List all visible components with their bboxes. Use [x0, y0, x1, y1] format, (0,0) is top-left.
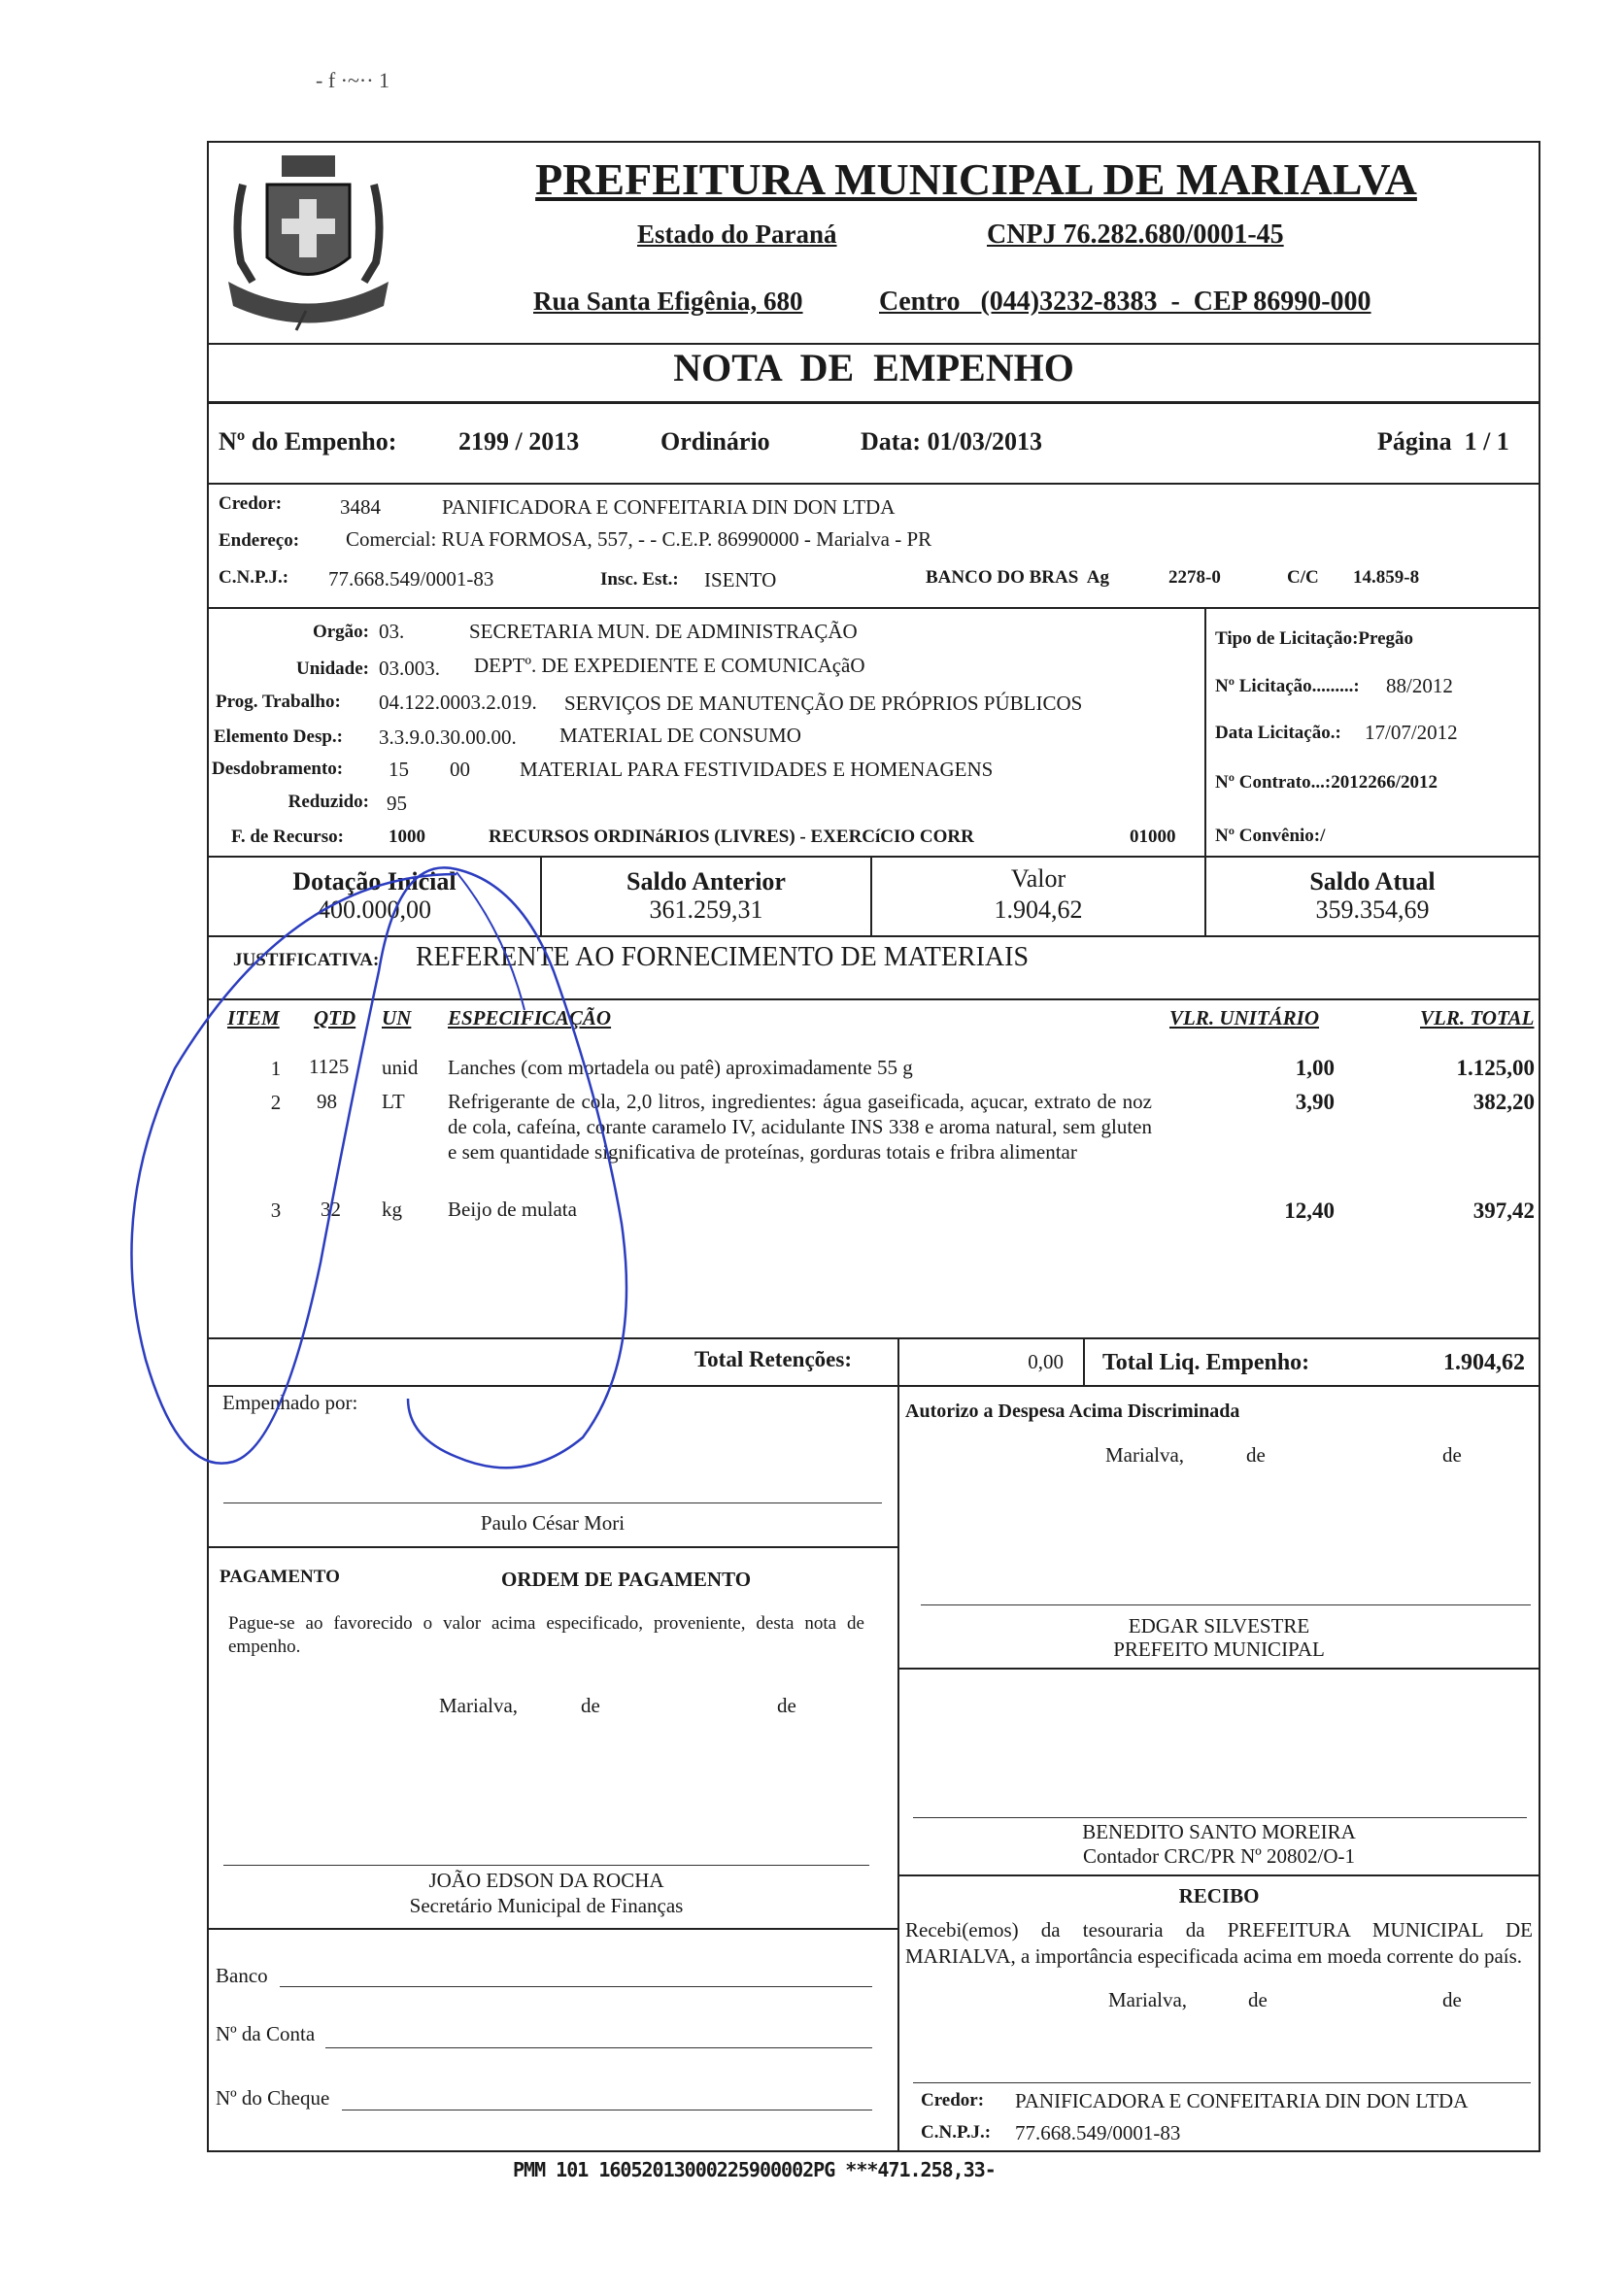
- saldo-atual-value: 359.354,69: [1315, 895, 1430, 924]
- orgao: SECRETARIA MUN. DE ADMINISTRAÇÃO: [469, 620, 858, 643]
- table-row-item: 1: [270, 1057, 282, 1080]
- cnpj-header: CNPJ 76.282.680/0001-45: [987, 219, 1284, 250]
- credor-code: 3484: [340, 495, 381, 519]
- credor-label: Credor:: [219, 493, 283, 514]
- autorizo-date-city: Marialva,: [1105, 1443, 1185, 1467]
- banco-label: Banco: [216, 1964, 268, 1987]
- recibo-date-de2: de: [1442, 1988, 1462, 2011]
- recurso-code: 1000: [389, 827, 425, 847]
- empenhado-label: Empenhado por:: [222, 1391, 358, 1414]
- justificativa-label: JUSTIFICATIVA:: [233, 950, 380, 970]
- elemento-code: 3.3.9.0.30.00.00.: [379, 726, 517, 749]
- dotacao-value: 400.000,00: [318, 895, 431, 924]
- page-number: Página 1 / 1: [1377, 427, 1509, 456]
- unidade: DEPTº. DE EXPEDIENTE E COMUNICAçãO: [474, 654, 865, 677]
- empenho-number-label: Nº do Empenho:: [219, 427, 397, 456]
- recibo-date-de1: de: [1248, 1988, 1268, 2011]
- licitacao-convenio: Nº Convênio:/: [1215, 826, 1326, 846]
- recibo-credor: PANIFICADORA E CONFEITARIA DIN DON LTDA: [1015, 2089, 1469, 2112]
- cheque-label: Nº do Cheque: [216, 2086, 330, 2110]
- endereco-label: Endereço:: [219, 530, 300, 551]
- prog-label: Prog. Trabalho:: [216, 692, 341, 712]
- address-header: Rua Santa Efigênia, 680: [533, 287, 803, 316]
- saldo-atual-label: Saldo Atual: [1309, 867, 1436, 895]
- table-row-un: kg: [382, 1198, 402, 1221]
- pagamento-date-de2: de: [777, 1694, 796, 1717]
- credor-cnpj-label: C.N.P.J.:: [219, 567, 289, 588]
- recibo-cnpj: 77.668.549/0001-83: [1015, 2121, 1181, 2144]
- empenhado-name: Paulo César Mori: [480, 1511, 626, 1535]
- prog: SERVIÇOS DE MANUTENÇÃO DE PRÓPRIOS PÚBLICOS: [564, 692, 1083, 715]
- unidade-label: Unidade:: [296, 658, 369, 679]
- prefeito-name: EDGAR SILVESTRE: [1128, 1614, 1310, 1638]
- recibo-cnpj-label: C.N.P.J.:: [921, 2122, 992, 2143]
- desdobramento-code1: 15: [389, 758, 409, 781]
- desdobramento: MATERIAL PARA FESTIVIDADES E HOMENAGENS: [520, 758, 994, 781]
- reduzido-label: Reduzido:: [288, 792, 369, 812]
- cc-label: C/C: [1287, 567, 1319, 588]
- licitacao-numero-label: Nº Licitação.........:: [1215, 676, 1360, 696]
- table-row-item: 2: [270, 1091, 282, 1114]
- table-row-un: unid: [382, 1056, 419, 1079]
- recibo-date-city: Marialva,: [1108, 1988, 1188, 2011]
- table-row-desc: Beijo de mulata: [448, 1198, 577, 1221]
- pagamento-date-city: Marialva,: [439, 1694, 519, 1717]
- insc-value: ISENTO: [704, 568, 777, 591]
- liq-label: Total Liq. Empenho:: [1102, 1350, 1310, 1375]
- valor-value: 1.904,62: [994, 895, 1083, 924]
- retencoes-value: 0,00: [1028, 1350, 1064, 1373]
- table-row-desc: Refrigerante de cola, 2,0 litros, ingredientes: água gaseificada, açucar, extrato de noz de cola, cafeína, corante caramelo IV, acidulante INS 338 e aroma natural, sem gluten e sem quantidade significativa de proteínas, gorduras totais e fribra alimentar: [448, 1090, 1152, 1164]
- elemento: MATERIAL DE CONSUMO: [559, 724, 801, 747]
- table-row-qtd: 1125: [309, 1055, 350, 1078]
- contador-name: BENEDITO SANTO MOREIRA: [1082, 1820, 1356, 1843]
- secretario-name: JOÃO EDSON DA ROCHA: [428, 1869, 664, 1892]
- insc-label: Insc. Est.:: [600, 569, 679, 590]
- col-header-vlr-unitario: VLR. UNITÁRIO: [1169, 1006, 1320, 1030]
- table-row-unit: 1,00: [1295, 1056, 1335, 1080]
- valor-label: Valor: [1010, 864, 1066, 893]
- col-header-item: ITEM: [227, 1006, 280, 1030]
- recibo-credor-label: Credor:: [921, 2090, 985, 2110]
- desdobramento-code2: 00: [450, 758, 470, 781]
- document-title: NOTA DE EMPENHO: [673, 346, 1074, 389]
- recurso-code2: 01000: [1130, 827, 1176, 847]
- empenho-number: 2199 / 2013: [458, 427, 580, 456]
- table-row-un: LT: [382, 1090, 405, 1113]
- justificativa-text: REFERENTE AO FORNECIMENTO DE MATERIAIS: [416, 942, 1030, 972]
- licitacao-tipo: Tipo de Licitação:Pregão: [1215, 628, 1414, 649]
- reduzido: 95: [387, 792, 407, 815]
- autorizo-date-de2: de: [1442, 1443, 1462, 1467]
- licitacao-data: 17/07/2012: [1365, 721, 1458, 744]
- state-name: Estado do Paraná: [637, 219, 837, 249]
- desdobramento-label: Desdobramento:: [212, 759, 344, 779]
- endereco: Comercial: RUA FORMOSA, 557, - - C.E.P. 86990000 - Marialva - PR: [346, 527, 932, 551]
- contador-title: Contador CRC/PR Nº 20802/O-1: [1082, 1844, 1356, 1868]
- liq-value: 1.904,62: [1443, 1350, 1525, 1375]
- pagamento-date-de1: de: [581, 1694, 600, 1717]
- credor-cnpj: 77.668.549/0001-83: [328, 567, 494, 591]
- table-row-desc: Lanches (com mortadela ou patê) aproximadamente 55 g: [448, 1056, 913, 1079]
- prefeito-title: PREFEITO MUNICIPAL: [1113, 1638, 1325, 1661]
- table-row-item: 3: [270, 1199, 282, 1222]
- licitacao-data-label: Data Licitação.:: [1215, 723, 1341, 743]
- recibo-text: Recebi(emos) da tesouraria da PREFEITURA MUNICIPAL DE MARIALVA, a importância especificada acima em moeda corrente do país.: [905, 1918, 1533, 1968]
- elemento-label: Elemento Desp.:: [214, 726, 343, 747]
- conta-label: Nº da Conta: [216, 2022, 316, 2045]
- municipality-title: PREFEITURA MUNICIPAL DE MARIALVA: [535, 154, 1417, 204]
- orgao-label: Orgão:: [312, 622, 369, 642]
- district-phone-cep: Centro (044)3232-8383 - CEP 86990-000: [879, 287, 1371, 317]
- saldo-anterior-value: 361.259,31: [649, 895, 763, 924]
- credor-name: PANIFICADORA E CONFEITARIA DIN DON LTDA: [442, 495, 896, 519]
- table-row-unit: 3,90: [1295, 1090, 1335, 1114]
- unidade-code: 03.003.: [379, 657, 440, 680]
- licitacao-contrato: Nº Contrato...:2012266/2012: [1215, 772, 1438, 793]
- ordem-pagamento: ORDEM DE PAGAMENTO: [501, 1568, 752, 1591]
- table-row-total: 382,20: [1472, 1090, 1535, 1114]
- col-header-vlr-total: VLR. TOTAL: [1420, 1006, 1535, 1030]
- secretario-title: Secretário Municipal de Finanças: [409, 1894, 684, 1917]
- recurso-label: F. de Recurso:: [231, 827, 344, 847]
- col-header-especificacao: ESPECIFICAÇÃO: [448, 1006, 612, 1030]
- table-row-unit: 12,40: [1284, 1199, 1335, 1223]
- col-header-un: UN: [382, 1006, 412, 1030]
- recurso: RECURSOS ORDINáRIOS (LIVRES) - EXERCíCIO CORR: [489, 827, 974, 847]
- pagamento-text: Pague-se ao favorecido o valor acima especificado, proveniente, desta nota de empenho.: [228, 1613, 864, 1657]
- autorizo-date-de1: de: [1246, 1443, 1266, 1467]
- licitacao-numero: 88/2012: [1386, 674, 1453, 697]
- banco: BANCO DO BRAS Ag: [926, 567, 1109, 588]
- col-header-qtd: QTD: [314, 1006, 356, 1030]
- table-row-total: 397,42: [1472, 1199, 1535, 1223]
- empenho-type: Ordinário: [660, 427, 770, 456]
- top-mark: - f ·~·· 1: [316, 68, 390, 92]
- retencoes-label: Total Retenções:: [694, 1347, 852, 1371]
- pagamento-label: PAGAMENTO: [220, 1567, 340, 1587]
- table-row-total: 1.125,00: [1456, 1056, 1535, 1080]
- agencia: 2278-0: [1168, 567, 1221, 588]
- table-row-qtd: 98: [317, 1090, 337, 1113]
- autorizo-text: Autorizo a Despesa Acima Discriminada: [905, 1401, 1240, 1422]
- prog-code: 04.122.0003.2.019.: [379, 691, 537, 714]
- footer-code: PMM 101 16052013000225900002PG ***471.258,33-: [513, 2158, 996, 2181]
- empenho-date: Data: 01/03/2013: [861, 427, 1043, 456]
- dotacao-label: Dotação Inicial: [292, 867, 457, 895]
- orgao-code: 03.: [379, 620, 405, 643]
- recibo-title: RECIBO: [1178, 1884, 1260, 1908]
- table-row-qtd: 32: [321, 1198, 341, 1221]
- cc-value: 14.859-8: [1353, 567, 1420, 588]
- saldo-anterior-label: Saldo Anterior: [626, 867, 786, 895]
